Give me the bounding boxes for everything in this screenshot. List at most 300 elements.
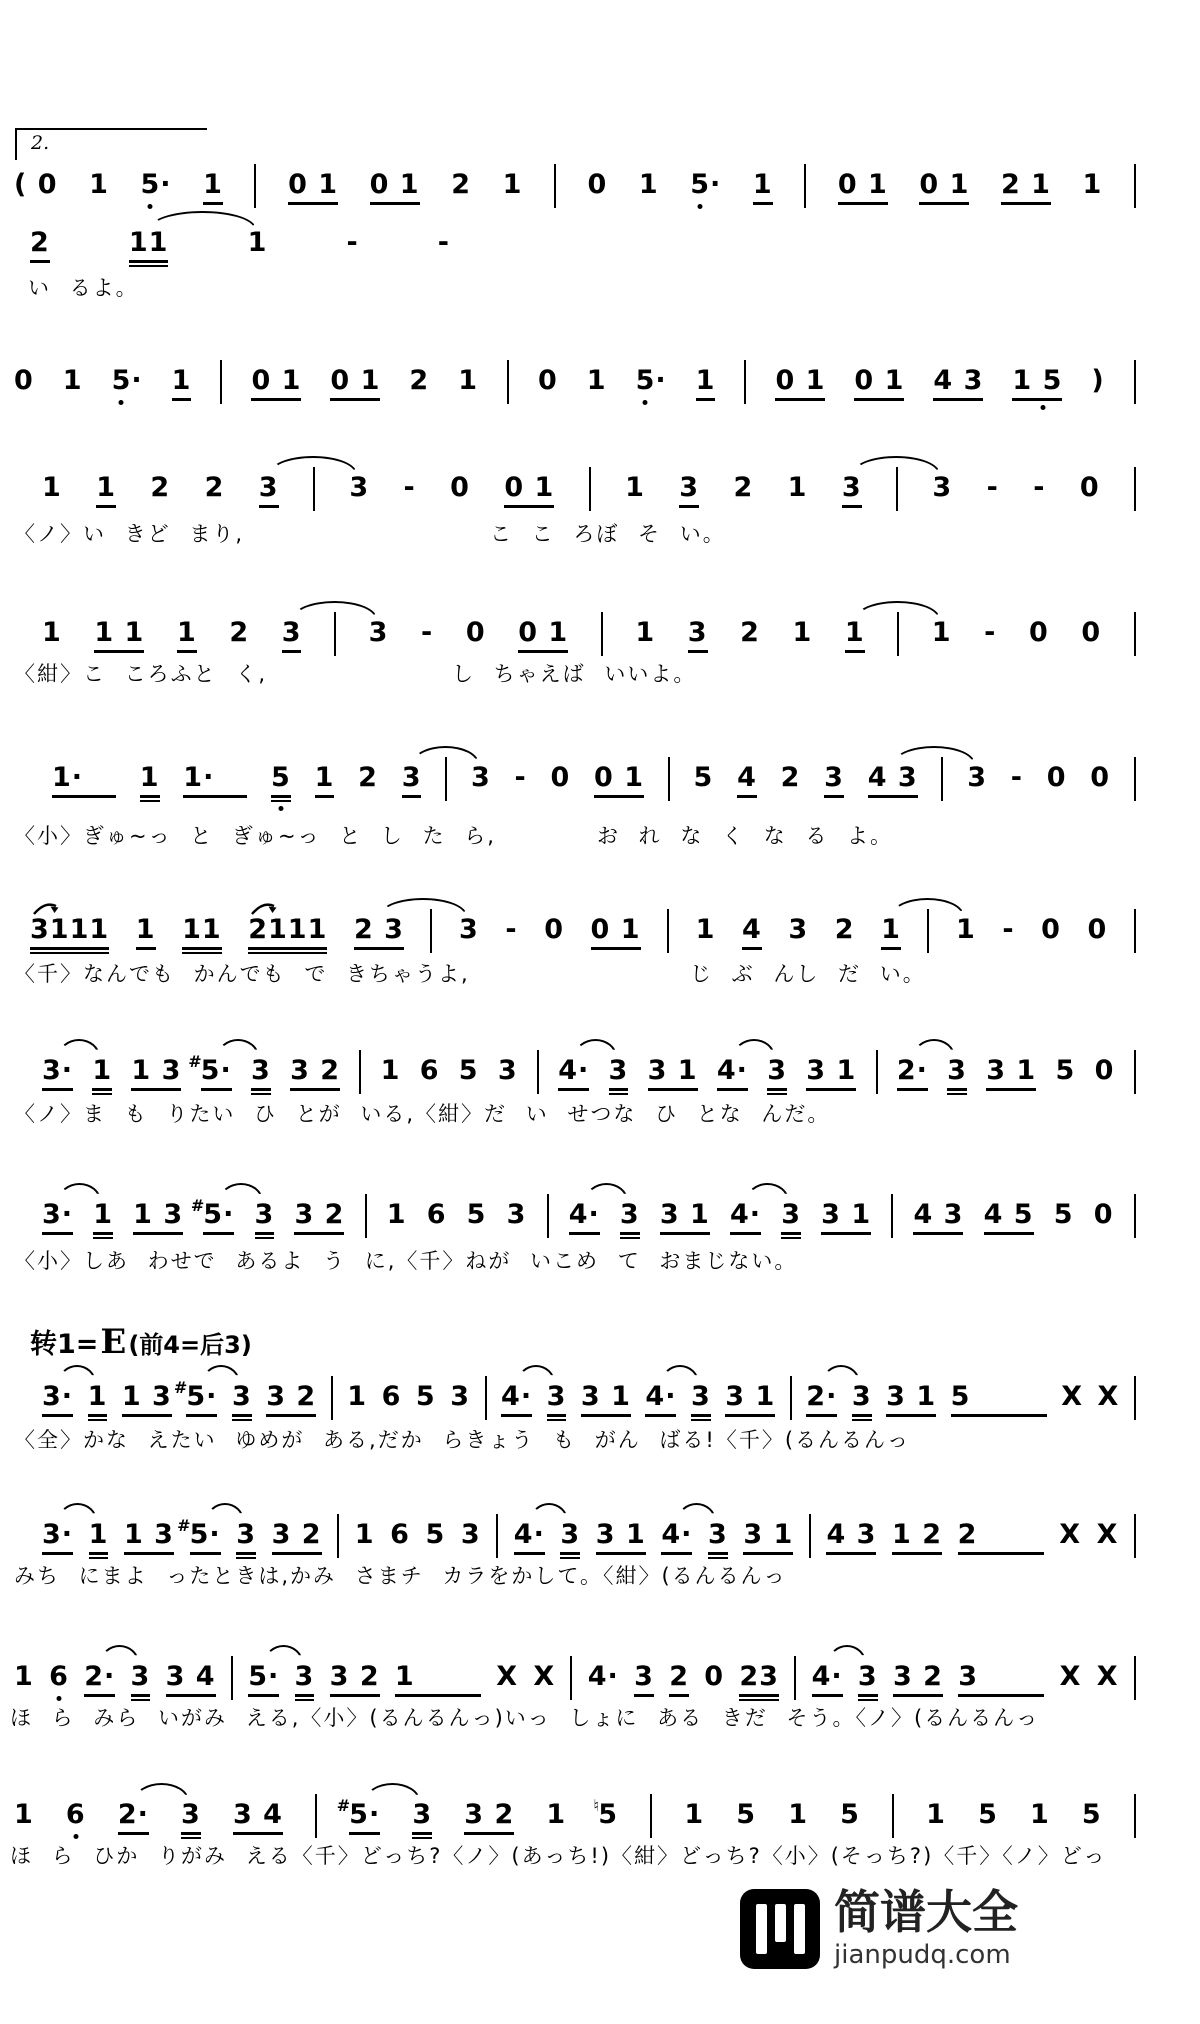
note-glyph: 0 1 (775, 365, 826, 396)
note (427, 1200, 447, 1230)
note-glyph: 3 4 (165, 1661, 216, 1692)
note-glyph: 1 1 (94, 617, 145, 648)
barline (1134, 1656, 1136, 1700)
note-glyph: 3 (231, 1381, 252, 1412)
beam-underline (739, 1694, 779, 1697)
note (131, 1662, 151, 1701)
beam-underline (569, 1232, 600, 1235)
beam-underline (591, 947, 641, 950)
note (947, 1056, 967, 1095)
note (986, 1056, 1036, 1091)
barline (804, 164, 806, 208)
beam-underline (781, 1232, 801, 1235)
beam-underline (177, 650, 197, 653)
beam-underline (395, 1694, 481, 1697)
note (42, 1520, 73, 1555)
beam-underline (131, 1088, 181, 1091)
beam-underline (753, 202, 773, 205)
beat-x (1060, 1662, 1082, 1692)
barline (927, 909, 929, 953)
note (1083, 170, 1103, 200)
low-octave-dot (118, 400, 123, 405)
note-glyph: 3 (450, 1381, 470, 1412)
note (84, 1662, 115, 1697)
beam-underline (88, 1419, 108, 1422)
note (551, 763, 571, 793)
note-glyph: 3 (932, 472, 953, 503)
note-glyph: 0 (1087, 914, 1108, 945)
barline (313, 467, 315, 511)
beam-underline (251, 398, 301, 401)
note (514, 1520, 545, 1555)
note-glyph: 11 (182, 914, 222, 945)
note (854, 366, 904, 401)
note-glyph: 1 5 (1012, 365, 1063, 396)
note (743, 1520, 793, 1555)
note (122, 1382, 172, 1417)
barline (547, 1194, 549, 1238)
beam-underline (858, 1699, 878, 1702)
sharp-icon: # (188, 1052, 202, 1071)
note-glyph: 1 (135, 914, 156, 945)
note-glyph: 1 (458, 365, 478, 396)
note (835, 915, 855, 945)
beam-underline (767, 1088, 787, 1091)
beam-underline (129, 260, 169, 263)
note-glyph: 1 (695, 914, 716, 945)
note (933, 366, 983, 401)
music-line-13 (14, 1796, 1136, 1839)
note-glyph: 6 (381, 1381, 402, 1412)
note-glyph: 0 (14, 365, 34, 396)
note (248, 915, 327, 954)
lyrics-line: 〈ノ〉ま も りたい ひ とが いる,〈紺〉だ い せつな ひ とな んだ。 (14, 1102, 831, 1126)
beam-underline (248, 947, 327, 950)
note-glyph: 3 (788, 914, 809, 945)
note (669, 1662, 689, 1697)
beam-underline (89, 1552, 109, 1555)
site-url: jianpudq.com (834, 1940, 1011, 1971)
note-glyph: 4· (558, 1055, 590, 1086)
beam-underline (947, 1088, 967, 1091)
note-glyph: 4· (501, 1381, 533, 1412)
note-glyph: 1 (684, 1799, 705, 1830)
beam-underline (886, 1414, 936, 1417)
beam-underline (594, 795, 644, 798)
note (645, 1382, 676, 1417)
note (967, 763, 987, 793)
note-glyph: 0 1 (504, 472, 555, 503)
note (739, 1662, 779, 1701)
beam-underline (464, 1832, 514, 1835)
note (131, 1056, 181, 1091)
note (691, 1382, 711, 1421)
dash-rest (1002, 915, 1014, 945)
note-glyph: 1 (62, 365, 83, 396)
note-glyph: 1 (956, 914, 976, 945)
beam-underline (958, 1552, 1044, 1555)
beam-underline (412, 1832, 432, 1835)
note-glyph: 4 3 (913, 1199, 964, 1230)
note (1029, 618, 1049, 648)
note-glyph: 6 (426, 1199, 447, 1230)
beat-x (1097, 1520, 1119, 1550)
beam-underline (190, 1552, 221, 1555)
note (708, 1520, 728, 1559)
note (266, 1382, 316, 1417)
barline (485, 1376, 487, 1420)
note-glyph: 1 (502, 169, 523, 200)
lyrics-line: 〈全〉かな えたい ゆめが ある,だか らきょう も がん ばる!〈千〉(るんるんっ (14, 1428, 911, 1452)
glissando-arrow-icon (32, 894, 62, 924)
note (425, 1520, 445, 1550)
note-glyph: 1 (176, 617, 197, 648)
site-logo-text (834, 1885, 1018, 1971)
beam-underline (669, 1694, 689, 1697)
note-glyph: 1 (380, 1055, 401, 1086)
beam-underline (660, 1232, 710, 1235)
note (661, 1520, 692, 1555)
note-glyph: 2· (117, 1799, 149, 1830)
note (336, 1796, 381, 1835)
note (330, 366, 380, 401)
note (806, 1382, 837, 1417)
note-glyph: 1 (354, 1519, 375, 1550)
note (402, 763, 422, 798)
note-glyph: 5· (200, 1055, 232, 1086)
low-octave-dot (73, 1834, 78, 1839)
note (588, 1662, 619, 1692)
music-line-6 (52, 763, 1136, 802)
note-glyph: 3 (294, 1661, 315, 1692)
beam-underline (140, 800, 160, 803)
barline (554, 164, 556, 208)
note (259, 473, 279, 508)
note (546, 1800, 566, 1830)
note (190, 1196, 235, 1235)
beam-underline (893, 1694, 943, 1697)
note (88, 1382, 108, 1421)
note-glyph: 0 (1094, 1055, 1115, 1086)
note (648, 1056, 698, 1091)
beam-underline (845, 650, 865, 653)
beam-underline (933, 398, 983, 401)
beam-underline (131, 1694, 151, 1697)
beam-underline (742, 947, 762, 950)
barline (650, 1794, 652, 1838)
beam-underline (129, 265, 169, 268)
beam-underline (767, 1093, 787, 1096)
barline (601, 612, 603, 656)
beam-underline (696, 398, 716, 401)
beam-underline (852, 1419, 872, 1422)
note (926, 1800, 946, 1830)
note (897, 1056, 928, 1091)
beat-x (1098, 1382, 1120, 1412)
beam-underline (824, 795, 844, 798)
note (838, 170, 888, 205)
beam-underline (233, 1832, 283, 1835)
lyrics-line: ほ ら ひか りがみ える〈千〉どっち?〈ノ〉(あっち!)〈紺〉どっち?〈小〉(そっち?)〈千〉〈ノ〉どっ (10, 1844, 1107, 1868)
beam-underline (96, 505, 116, 508)
note (688, 618, 708, 653)
note (596, 1520, 646, 1555)
note (958, 1662, 1044, 1697)
beam-underline (93, 1237, 113, 1240)
note-glyph: 1 (926, 1799, 946, 1830)
beam-underline (547, 1419, 567, 1422)
note (893, 1662, 943, 1697)
note-glyph: 2· (896, 1055, 928, 1086)
note-glyph: 3 2 (266, 1381, 317, 1412)
note (369, 618, 389, 648)
note-glyph: 1 (881, 914, 901, 945)
note-glyph: 5 (466, 1199, 487, 1230)
note-glyph: 3 (459, 914, 479, 945)
dash-rest (505, 915, 517, 945)
barline (315, 1794, 317, 1838)
dash-rest (984, 618, 996, 648)
beam-underline (986, 1088, 1036, 1091)
note (588, 170, 608, 200)
note (501, 1382, 532, 1417)
note-glyph: 1 3 (133, 1199, 184, 1230)
note-glyph: 3111 (30, 914, 110, 945)
note (507, 1200, 527, 1230)
beam-underline (186, 1414, 217, 1417)
site-logo (740, 1885, 1018, 1971)
barline (537, 1050, 539, 1094)
note-glyph: 5· (140, 169, 172, 200)
note-glyph: 5 (415, 1381, 436, 1412)
beam-underline (504, 505, 554, 508)
beam-underline (609, 1093, 629, 1096)
beam-underline (288, 202, 338, 205)
lyrics-line: 〈ノ〉い きど まり, (14, 522, 245, 546)
note (140, 763, 160, 802)
barline (365, 1194, 367, 1238)
barline (876, 1050, 878, 1094)
lyrics-line: 〈小〉ぎゅ~っ と ぎゅ~っ と し た ら, (14, 824, 496, 848)
note-glyph: 3 (947, 1055, 967, 1086)
beam-underline (172, 398, 192, 401)
beam-underline (708, 1552, 728, 1555)
beam-underline (354, 947, 404, 950)
note (205, 473, 225, 503)
note-glyph: 3 (412, 1799, 433, 1830)
note (471, 763, 491, 793)
note-glyph: 0 (1090, 762, 1111, 793)
note-glyph: 3 2 (329, 1661, 380, 1692)
note (824, 763, 844, 798)
note-glyph: 0 (1028, 617, 1049, 648)
note-glyph: 5· (349, 1799, 381, 1830)
note (932, 618, 952, 648)
note (451, 170, 471, 200)
note (1094, 1200, 1114, 1230)
note (781, 763, 801, 793)
note-glyph: - (1033, 472, 1046, 503)
note (177, 1516, 221, 1555)
note-glyph: 2 (204, 472, 225, 503)
music-line-2 (30, 228, 450, 267)
beam-underline (88, 1414, 108, 1417)
note (272, 1520, 322, 1555)
beam-underline (812, 1694, 843, 1697)
note-glyph: 3 (781, 1199, 802, 1230)
beam-underline (272, 1552, 322, 1555)
note-glyph: 1 (695, 365, 716, 396)
note (290, 1056, 340, 1091)
note (625, 473, 645, 503)
beam-underline (166, 1694, 216, 1697)
note (958, 1520, 1044, 1555)
barline (1134, 164, 1136, 208)
note-glyph: 1 (139, 762, 160, 793)
barline (1134, 1194, 1136, 1238)
note-glyph: 3 (470, 762, 491, 793)
sharp-icon: # (190, 1196, 205, 1215)
beam-underline (330, 398, 380, 401)
barline (1134, 909, 1136, 953)
note (696, 366, 716, 401)
note-glyph: - (984, 617, 997, 648)
note (347, 1382, 367, 1412)
barline (445, 757, 447, 801)
beam-underline (251, 1093, 271, 1096)
note (504, 473, 554, 508)
note (767, 1056, 787, 1095)
note (978, 1800, 998, 1830)
beam-underline (620, 1232, 640, 1235)
note-glyph: - (437, 227, 450, 258)
note-glyph: 1 (546, 1799, 567, 1830)
barline (220, 360, 222, 404)
note (355, 1520, 375, 1550)
barline (897, 612, 899, 656)
note (1082, 1800, 1102, 1830)
beam-underline (868, 795, 918, 798)
beam-underline (648, 1088, 698, 1091)
beam-underline (806, 1088, 856, 1091)
beam-underline (232, 1419, 252, 1422)
note-glyph: 4· (587, 1661, 619, 1692)
beam-underline (282, 650, 302, 653)
note (956, 915, 976, 945)
natural-icon: ♮ (593, 1796, 599, 1815)
note-glyph: 3· (42, 1199, 74, 1230)
barline (790, 1376, 792, 1420)
note-glyph: 1 (203, 169, 223, 200)
note-glyph: 2 (740, 617, 760, 648)
beam-underline (838, 202, 888, 205)
note (1047, 763, 1067, 793)
note-glyph: 2 3 (353, 914, 404, 945)
note (94, 618, 144, 653)
note-glyph: 1 (89, 169, 109, 200)
note (696, 915, 716, 945)
beam-underline (259, 505, 279, 508)
note (42, 1200, 73, 1235)
beam-underline (236, 1557, 256, 1560)
beam-underline (951, 1414, 1047, 1417)
note (826, 1520, 876, 1555)
note-glyph: 3 1 (886, 1381, 937, 1412)
note (932, 473, 952, 503)
glissando-arrow-icon (250, 894, 280, 924)
note (919, 170, 969, 205)
note-glyph: 1 (635, 617, 656, 648)
note-glyph: 5 (736, 1799, 757, 1830)
note (248, 1662, 279, 1697)
beam-underline (821, 1232, 871, 1235)
note (354, 915, 404, 950)
beam-underline (30, 952, 109, 955)
beam-underline (691, 1414, 711, 1417)
brand-name: 简谱大全 (834, 1885, 1018, 1939)
note (740, 618, 760, 648)
note (812, 1662, 843, 1697)
note-glyph: 1 (792, 617, 813, 648)
note-glyph: 1 (14, 1661, 34, 1692)
barline (794, 1656, 796, 1700)
note (382, 1382, 402, 1412)
note (315, 763, 335, 798)
note (868, 763, 918, 798)
note (775, 366, 825, 401)
beam-underline (958, 1694, 1044, 1697)
barline (892, 1794, 894, 1838)
note (181, 1800, 201, 1839)
note-glyph: 5 (271, 762, 291, 793)
note (282, 618, 302, 653)
barline (570, 1656, 572, 1700)
beam-underline (182, 952, 222, 955)
note (416, 1382, 436, 1412)
note-glyph: 0 (538, 365, 558, 396)
beam-underline (133, 1232, 183, 1235)
note (42, 1382, 73, 1417)
beam-underline (892, 1552, 942, 1555)
lyrics-line: みち にまよ ったときは,かみ さまチ カラをかして。〈紺〉(るんるんっ (14, 1564, 787, 1588)
note (14, 1662, 34, 1692)
note-glyph: 2 (150, 472, 171, 503)
beam-underline (679, 505, 699, 508)
note (387, 1200, 407, 1230)
note-glyph: 3 1 (806, 1055, 857, 1086)
beat-x (496, 1662, 518, 1692)
beam-underline (897, 1088, 928, 1091)
note-glyph: 1 (171, 365, 192, 396)
note (140, 170, 171, 200)
note-glyph: 0 (704, 1661, 725, 1692)
note-glyph: 4· (716, 1055, 748, 1086)
beam-underline (92, 1088, 112, 1091)
note-glyph: 2 (358, 762, 378, 793)
sharp-icon: # (336, 1796, 351, 1815)
note-glyph: 3 (967, 762, 987, 793)
note-glyph: 3 (687, 617, 708, 648)
note (30, 915, 109, 954)
note-glyph: 3 (608, 1055, 629, 1086)
note-glyph: ( 0 (14, 169, 58, 200)
note-glyph: 1 (625, 472, 645, 503)
note (806, 1056, 856, 1091)
lyrics-line: 〈千〉なんでも かんでも で きちゃうよ, (14, 962, 470, 986)
note (845, 618, 865, 653)
note-glyph: 5 (458, 1055, 479, 1086)
music-line-5 (42, 618, 1136, 656)
